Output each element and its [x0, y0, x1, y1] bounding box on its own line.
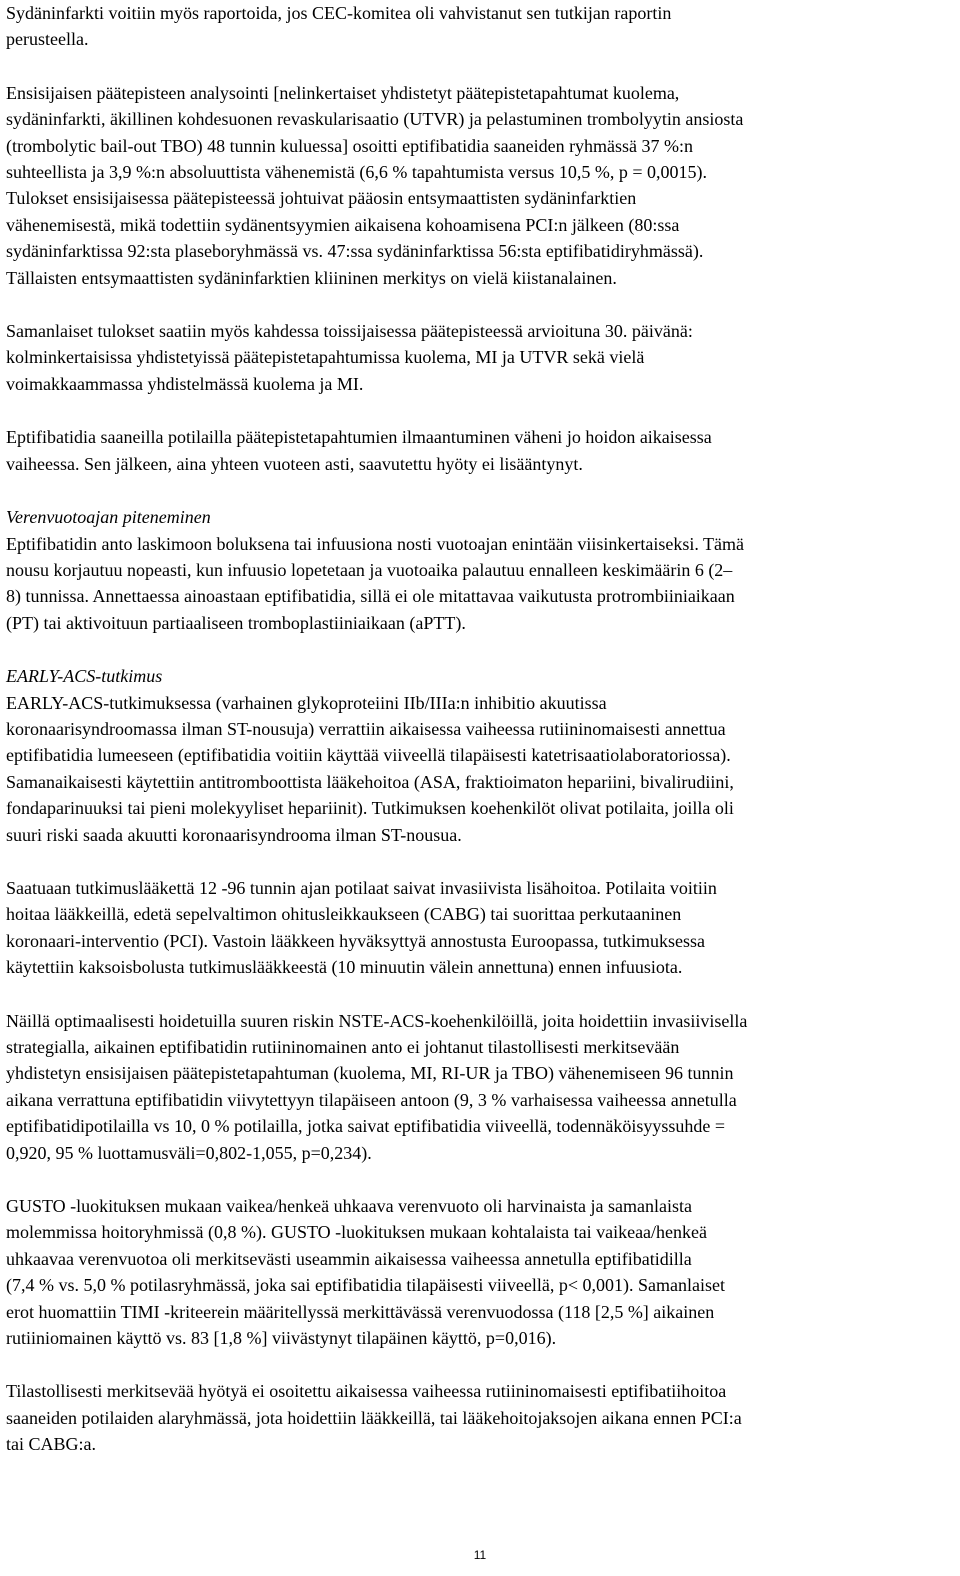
document-page — [6, 0, 956, 1458]
paragraph-gusto-bleeding: GUSTO -luokituksen mukaan vaikea/henkeä uhkaava verenvuoto oli harvinaista ja samanlaista molemmissa hoitoryhmissä (0,8 %). GUSTO -luokituksen mukaan kohtalaista tai vaikeaa/henkeä uhkaavaa verenvuotoa oli merkitsevästi useammin aikaisessa vaiheessa annetulla eptifibatidilla (7,4 % vs. 5,0 % potilasryhmässä, joka sai eptifibatidia tilapäisesti viiveellä, p< 0,001). Samanlaiset erot huomattiin TIMI -kriteerein määritellyssä merkittävässä verenvuodossa (118 [2,5 %] aikainen rutiiniomainen käyttö vs. 83 [1,8 %] viivästynyt tilapäinen käyttö, p=0,016). — [6, 1196, 725, 1349]
section-heading-bleeding-time: Verenvuotoajan piteneminen — [6, 507, 211, 528]
paragraph-secondary-endpoints: Samanlaiset tulokset saatiin myös kahdessa toissijaisessa päätepisteessä arvioituna 30. päivänä: kolminkertaisissa yhdistetyissä päätepistetapahtumissa kuolema, MI ja UTVR sekä vielä voimakkaammassa yhdistelmässä kuolema ja MI. — [6, 321, 693, 394]
paragraph-subgroup: Tilastollisesti merkitsevää hyötyä ei osoitettu aikaisessa vaiheessa rutiininomaisesti eptifibatiihoitoa saaneiden potilaiden alaryhmässä, jota hoidettiin lääkkeillä, tai lääkehoitojaksojen aikana ennen PCI:a tai CABG:a. — [6, 1381, 742, 1455]
paragraph-bleeding-time: Eptifibatidin anto laskimoon boluksena tai infuusiona nosti vuotoajan enintään viisinkertaiseksi. Tämä nousu korjautuu nopeasti, kun infuusio lopetetaan ja vuotoaika palautuu ennalleen keskimäärin 6 (2– 8) tunnissa. Annettaessa ainoastaan eptifibatidia, sillä ei ole mitattavaa vaikutusta protrombiiniaikaan (PT) tai aktivoituun partiaaliseen tromboplastiiniaikaan (aPTT). — [6, 533, 745, 633]
paragraph-early-benefit: Eptifibatidia saaneilla potilailla päätepistetapahtumien ilmaantuminen väheni jo hoidon aikaisessa vaiheessa. Sen jälkeen, aina yhteen vuoteen asti, saavutettu hyöty ei lisääntynyt. — [6, 427, 712, 474]
paragraph-nste-acs-results: Näillä optimaalisesti hoidetuilla suuren riskin NSTE-ACS-koehenkilöillä, joita hoidettiin invasiivisella strategialla, aikainen eptifibatidin rutiininomainen anto ei johtanut tilastollisesti merkitsevään yhdistetyn ensisijaisen päätepistetapahtuman (kuolema, MI, RI-UR ja TBO) vähenemiseen 96 tunnin aikana verrattuna eptifibatidin viivytettyyn tilapäiseen antoon (9, 3 % varhaisessa vaiheessa annetulla eptifibatidipotilailla vs 10, 0 % potilailla, jotka saivat eptifibatidia viiveellä, todennäköisyyssuhde = 0,920, 95 % luottamusväli=0,802-1,055, p=0,234). — [6, 1010, 748, 1163]
section-heading-early-acs: EARLY-ACS-tutkimus — [6, 666, 163, 687]
paragraph-primary-endpoint: Ensisijaisen päätepisteen analysointi [nelinkertaiset yhdistetyt päätepistetapahtumat kuolema, sydäninfarkti, äkillinen kohdesuonen revaskularisaatio (UTVR) ja pelastuminen trombolyytin ansiosta (trombolytic bail-out TBO) 48 tunnin kuluessa] osoitti eptifibatidia saaneiden ryhmässä 37 %:n suhteellista ja 3,9 %:n absoluuttista vähenemistä (6,6 % tapahtumista versus 10,5 %, p = 0,0015). Tulokset ensisijaisessa päätepisteessä johtuivat pääosin entsymaattisten sydäninfarktien vähenemisestä, mikä todettiin sydänentsyymien aikaisena kohoamisena PCI:n jälkeen (80:ssa sydäninfarktissa 92:sta plaseboryhmässä vs. 47:ssa sydäninfarktissa 56:sta eptifibatidiryhmässä). Tällaisten entsymaattisten sydäninfarktien kliininen merkitys on vielä kiistanalainen. — [6, 82, 744, 288]
paragraph-invasive-treatment: Saatuaan tutkimuslääkettä 12 -96 tunnin ajan potilaat saivat invasiivista lisähoitoa. Potilaita voitiin hoitaa lääkkeillä, edetä sepelvaltimon ohitusleikkaukseen (CABG) tai suorittaa perkutaaninen koronaari-interventio (PCI). Vastoin lääkkeen hyväksyttyä annostusta Euroopassa, tutkimuksessa käytettiin kaksoisbolusta tutkimuslääkkeestä (10 minuutin välein annettuna) ennen infuusiota. — [6, 877, 717, 978]
page-number: 11 — [473, 1548, 487, 1562]
paragraph-early-acs-design: EARLY-ACS-tutkimuksessa (varhainen glykoproteiini IIb/IIIa:n inhibitio akuutissa koronaarisyndroomassa ilman ST-nousuja) verrattiin aikaisessa vaiheessa rutiininomaisesti annettua eptifibatidia lumeeseen (eptifibatidia voitiin käyttää viiveellä tilapäisesti katetrisaatiolaboratoriossa). Samanaikaisesti käytettiin antitromboottista lääkehoitoa (ASA, fraktioimaton hepariini, bivalirudiini, fondaparinuuksi tai pieni molekyyliset hepariinit). Tutkimuksen koehenkilöt olivat potilaita, joilla oli suuri riski saada akuutti koronaarisyndrooma ilman ST-nousua. — [6, 692, 734, 845]
paragraph-mi-reporting: Sydäninfarkti voitiin myös raportoida, jos CEC-komitea oli vahvistanut sen tutkijan raportin perusteella. — [6, 3, 672, 50]
